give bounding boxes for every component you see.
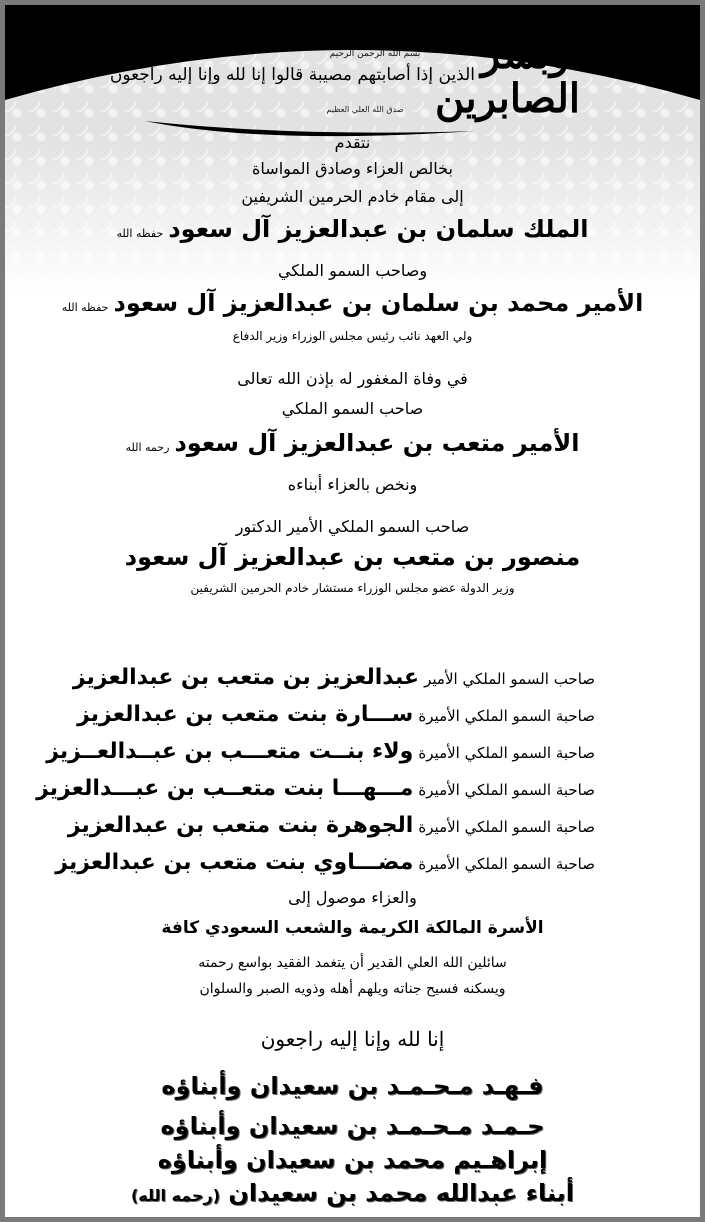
child-title: صاحبة السمو الملكي الأميرة bbox=[418, 707, 595, 725]
crown-prince-name: الأمير محمد بن سلمان بن عبدالعزيز آل سعود bbox=[113, 289, 644, 317]
child-name: ســـارة بنت متعب بن عبدالعزيز bbox=[77, 702, 414, 727]
children-intro: ونخص بالعزاء أبناءه bbox=[287, 475, 418, 494]
header-calligraphy bbox=[109, 25, 580, 135]
deceased-title: صاحب السمو الملكي bbox=[281, 399, 424, 418]
deceased-line bbox=[5, 429, 700, 457]
extended-line-2: الأسرة المالكة الكريمة والشعب السعودي كافة bbox=[161, 918, 544, 938]
child-row bbox=[5, 665, 700, 690]
bismillah-text: بسم الله الرحمن الرحيم bbox=[329, 49, 421, 59]
child-name: الجوهرة بنت متعب بن عبدالعزيز bbox=[67, 813, 414, 838]
child-title: صاحبة السمو الملكي الأميرة bbox=[418, 744, 595, 762]
crown-prince-position: ولي العهد نائب رئيس مجلس الوزراء وزير الدفاع bbox=[232, 329, 473, 343]
deceased-intro: في وفاة المغفور له بإذن الله تعالى bbox=[237, 369, 468, 388]
child-title: صاحبة السمو الملكي الأميرة bbox=[418, 818, 595, 836]
condolence-ad-page bbox=[5, 5, 700, 1217]
signatory-honorific: (رحمه الله) bbox=[130, 1186, 221, 1205]
intro-line-3: إلى مقام خادم الحرمين الشريفين bbox=[241, 187, 464, 206]
signatory-name: أبناء عبدالله محمد بن سعيدان bbox=[228, 1179, 575, 1207]
intro-line-2: بخالص العزاء وصادق المواساة bbox=[252, 159, 453, 178]
crown-prince-line bbox=[5, 289, 700, 317]
extended-line-1: والعزاء موصول إلى bbox=[288, 888, 417, 907]
eldest-son-position: وزير الدولة عضو مجلس الوزراء مستشار خادم الحرمين الشريفين bbox=[190, 581, 515, 595]
child-row bbox=[5, 739, 700, 764]
signatory-last bbox=[5, 1179, 700, 1207]
deceased-name: الأمير متعب بن عبدالعزيز آل سعود bbox=[174, 429, 580, 457]
signatory: حـمـد مـحـمـد بن سعيدان وأبناؤه bbox=[160, 1112, 545, 1140]
king-line bbox=[5, 215, 700, 243]
intro-line-1: نتقدم bbox=[334, 133, 371, 152]
child-name: ولاء بنــت متعـــب بن عبــدالعــزيز bbox=[46, 739, 414, 764]
prayer-line-1: سائلين الله العلي القدير أن يتغمد الفقيد بواسع رحمته bbox=[198, 955, 507, 971]
signatory: فـهـد مـحـمـد بن سعيدان وأبناؤه bbox=[161, 1072, 544, 1100]
child-row bbox=[5, 702, 700, 727]
signatory: إبراهـيم محمد بن سعيدان وأبناؤه bbox=[157, 1146, 548, 1174]
king-name: الملك سلمان بن عبدالعزيز آل سعود bbox=[168, 215, 589, 243]
crown-prince-title: وصاحب السمو الملكي bbox=[277, 261, 428, 280]
quran-verse: الذين إذا أصابتهم مصيبة قالوا إنا لله وإنا إليه راجعون bbox=[109, 65, 475, 85]
child-name: مـــهـــا بنت متعــب بن عبـــدالعزيز bbox=[36, 776, 414, 801]
child-row bbox=[5, 813, 700, 838]
child-title: صاحبة السمو الملكي الأميرة bbox=[418, 855, 595, 873]
child-name: مضـــاوي بنت متعب بن عبدالعزيز bbox=[55, 850, 414, 875]
deceased-honorific: رحمه الله bbox=[125, 441, 170, 454]
sadaqa-text: صدق الله العلي العظيم bbox=[326, 105, 404, 114]
crown-prince-honorific: حفظه الله bbox=[61, 301, 109, 314]
child-row bbox=[5, 850, 700, 875]
king-honorific: حفظه الله bbox=[116, 227, 164, 240]
child-title: صاحب السمو الملكي الأمير bbox=[424, 670, 595, 688]
eldest-son-title: صاحب السمو الملكي الأمير الدكتور bbox=[235, 517, 470, 536]
prayer-line-2: ويسكنه فسيح جناته ويلهم أهله وذويه الصبر والسلوان bbox=[199, 981, 506, 997]
child-row bbox=[5, 776, 700, 801]
eldest-son-name: منصور بن متعب بن عبدالعزيز آل سعود bbox=[124, 543, 581, 571]
large-calligraphy: وبشر الصابرين bbox=[435, 31, 580, 122]
child-title: صاحبة السمو الملكي الأميرة bbox=[418, 781, 595, 799]
child-name: عبدالعزيز بن متعب بن عبدالعزيز bbox=[72, 665, 420, 690]
closing-calligraphy: إنا لله وإنا إليه راجعون bbox=[260, 1027, 445, 1051]
